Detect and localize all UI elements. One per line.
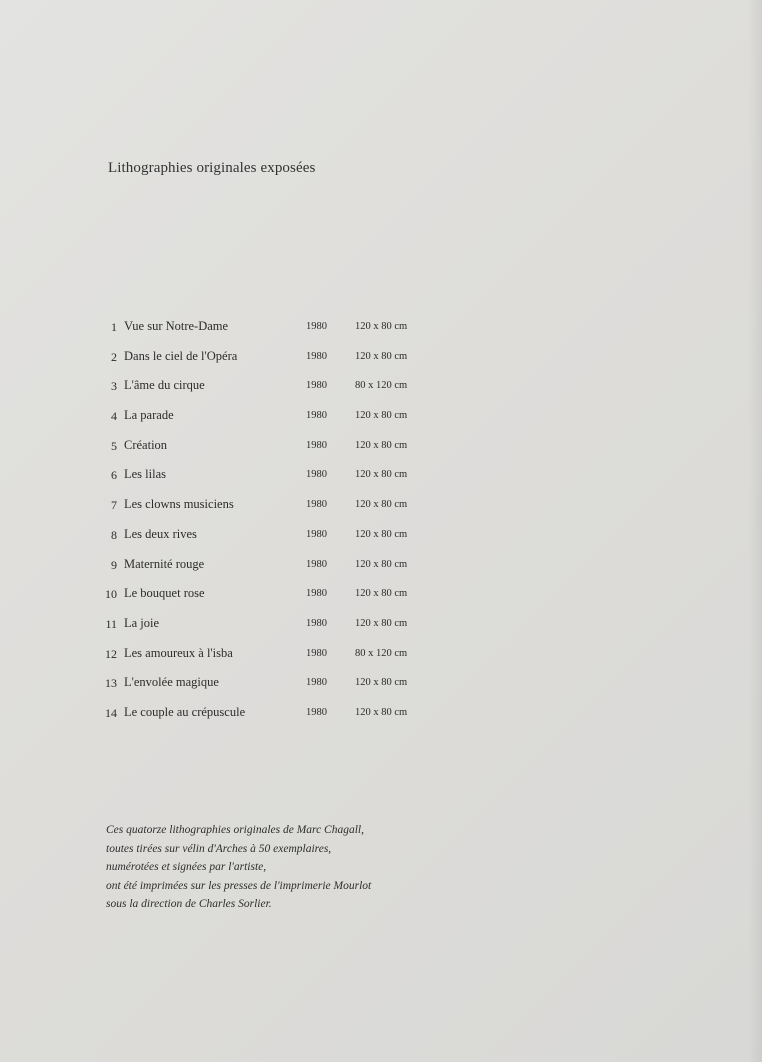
work-title: L'âme du cirque (124, 378, 205, 393)
work-dimensions: 120 x 80 cm (355, 677, 408, 689)
work-dimensions: 120 x 80 cm (355, 558, 408, 570)
list-item (100, 496, 440, 526)
work-title: Création (124, 437, 168, 452)
list-item (100, 704, 440, 734)
work-number: 8 (111, 527, 117, 542)
work-dimensions: 80 x 120 cm (355, 647, 408, 659)
list-item (100, 674, 440, 704)
work-title: La parade (124, 408, 174, 423)
work-year: 1980 (306, 677, 327, 689)
list-item (100, 556, 440, 586)
work-dimensions: 120 x 80 cm (355, 588, 408, 600)
work-title: Maternité rouge (124, 556, 205, 571)
work-number: 6 (111, 468, 117, 483)
colophon-line: toutes tirées sur vélin d'Arches à 50 exemplaires, (106, 842, 332, 855)
work-title: Les clowns musiciens (124, 497, 234, 512)
work-year: 1980 (306, 706, 327, 718)
list-item (100, 348, 440, 378)
work-title: Les deux rives (124, 526, 197, 541)
work-dimensions: 120 x 80 cm (355, 617, 408, 629)
list-item (100, 437, 440, 467)
work-number: 1 (111, 320, 117, 334)
work-title: L'envolée magique (124, 675, 219, 690)
work-year: 1980 (306, 350, 327, 362)
work-number: 5 (111, 438, 117, 453)
work-number: 9 (111, 557, 117, 572)
work-dimensions: 120 x 80 cm (355, 410, 408, 422)
work-dimensions: 120 x 80 cm (355, 321, 408, 332)
work-number: 13 (105, 676, 117, 691)
work-year: 1980 (306, 380, 327, 392)
work-title: Les lilas (124, 467, 167, 482)
colophon-line: Ces quatorze lithographies originales de Marc Chagall, (106, 824, 364, 836)
work-number: 4 (111, 409, 117, 424)
list-item (100, 615, 440, 645)
colophon-note (106, 821, 506, 914)
page-edge-shadow (748, 0, 762, 1062)
work-dimensions: 120 x 80 cm (355, 469, 408, 481)
work-year: 1980 (306, 439, 327, 451)
colophon-line: ont été imprimées sur les presses de l'imprimerie Mourlot (106, 879, 372, 892)
work-dimensions: 80 x 120 cm (355, 380, 408, 392)
work-title: Dans le ciel de l'Opéra (124, 348, 238, 363)
work-title: Vue sur Notre-Dame (124, 319, 229, 333)
page-heading: Lithographies originales exposées (108, 160, 316, 176)
list-item (100, 318, 440, 348)
list-item (100, 645, 440, 675)
work-number: 7 (111, 498, 117, 513)
list-item (100, 526, 440, 556)
work-title: Les amoureux à l'isba (124, 645, 233, 660)
work-number: 12 (105, 646, 117, 661)
work-number: 3 (111, 379, 117, 394)
work-year: 1980 (306, 528, 327, 540)
work-year: 1980 (306, 321, 327, 332)
work-title: Le couple au crépuscule (124, 704, 246, 719)
work-year: 1980 (306, 588, 327, 600)
work-year: 1980 (306, 647, 327, 659)
work-year: 1980 (306, 617, 327, 629)
work-number: 11 (105, 616, 117, 631)
list-item (100, 466, 440, 496)
colophon-line: sous la direction de Charles Sorlier. (106, 898, 272, 911)
work-dimensions: 120 x 80 cm (355, 528, 408, 540)
list-item (100, 407, 440, 437)
work-year: 1980 (306, 469, 327, 481)
work-title: Le bouquet rose (124, 586, 205, 601)
colophon-line: numérotées et signées par l'artiste, (106, 861, 267, 874)
work-title: La joie (124, 615, 160, 630)
work-dimensions: 120 x 80 cm (355, 439, 408, 451)
work-year: 1980 (306, 499, 327, 511)
work-dimensions: 120 x 80 cm (355, 706, 408, 718)
work-dimensions: 120 x 80 cm (355, 350, 408, 362)
work-dimensions: 120 x 80 cm (355, 499, 408, 511)
list-item (100, 585, 440, 615)
work-number: 10 (105, 587, 117, 602)
work-year: 1980 (306, 558, 327, 570)
work-number: 14 (105, 705, 117, 720)
list-item (100, 377, 440, 407)
work-year: 1980 (306, 410, 327, 422)
lithographs-list (100, 318, 440, 734)
work-number: 2 (111, 349, 117, 364)
